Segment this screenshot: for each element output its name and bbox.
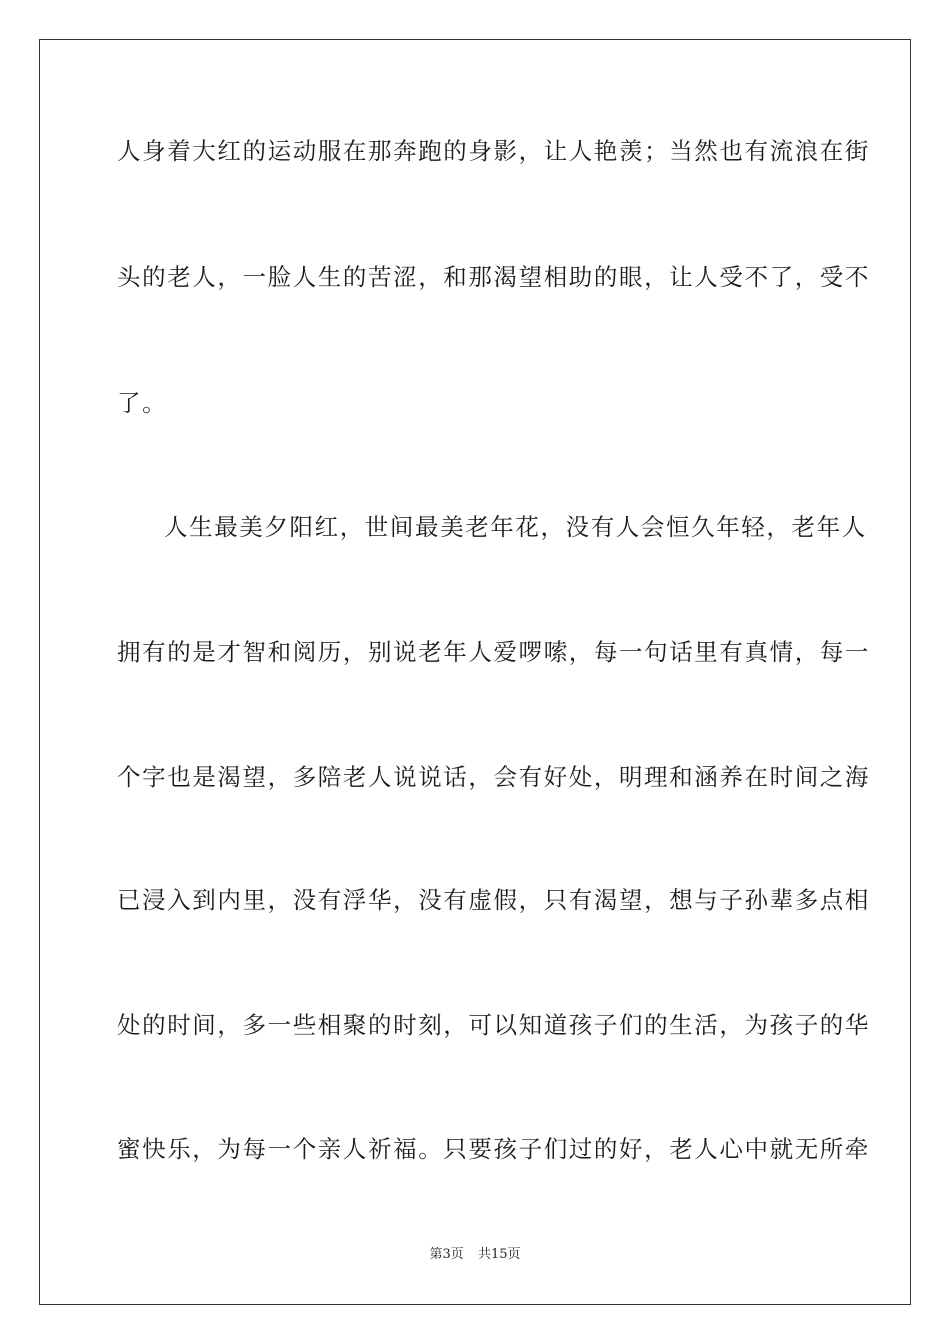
page-total: 共15页 (477, 1247, 521, 1262)
body-text-line: 头的老人，一脸人生的苦涩，和那渴望相助的眼，让人受不了，受不 (117, 263, 870, 291)
body-text-line: 拥有的是才智和阅历，别说老年人爱啰嗦，每一句话里有真情，每一 (117, 638, 870, 666)
body-text-line: 了。 (117, 389, 168, 417)
page-frame (39, 39, 911, 1305)
body-text-line: 已浸入到内里，没有浮华，没有虚假，只有渴望，想与子孙辈多点相 (117, 886, 870, 914)
body-text-line: 个字也是渴望，多陪老人说说话，会有好处，明理和涵养在时间之海 (117, 763, 870, 791)
page-number: 第3页 (429, 1247, 464, 1262)
page-footer (0, 1246, 950, 1264)
paragraph-first-line: 人生最美夕阳红，世间最美老年花，没有人会恒久年轻，老年人 (164, 513, 867, 541)
body-text-line: 处的时间，多一些相聚的时刻，可以知道孩子们的生活，为孩子的华 (117, 1011, 870, 1039)
body-text-line: 人身着大红的运动服在那奔跑的身影，让人艳羡；当然也有流浪在街 (117, 137, 870, 165)
body-text-line: 蜜快乐，为每一个亲人祈福。只要孩子们过的好，老人心中就无所牵 (117, 1135, 870, 1163)
